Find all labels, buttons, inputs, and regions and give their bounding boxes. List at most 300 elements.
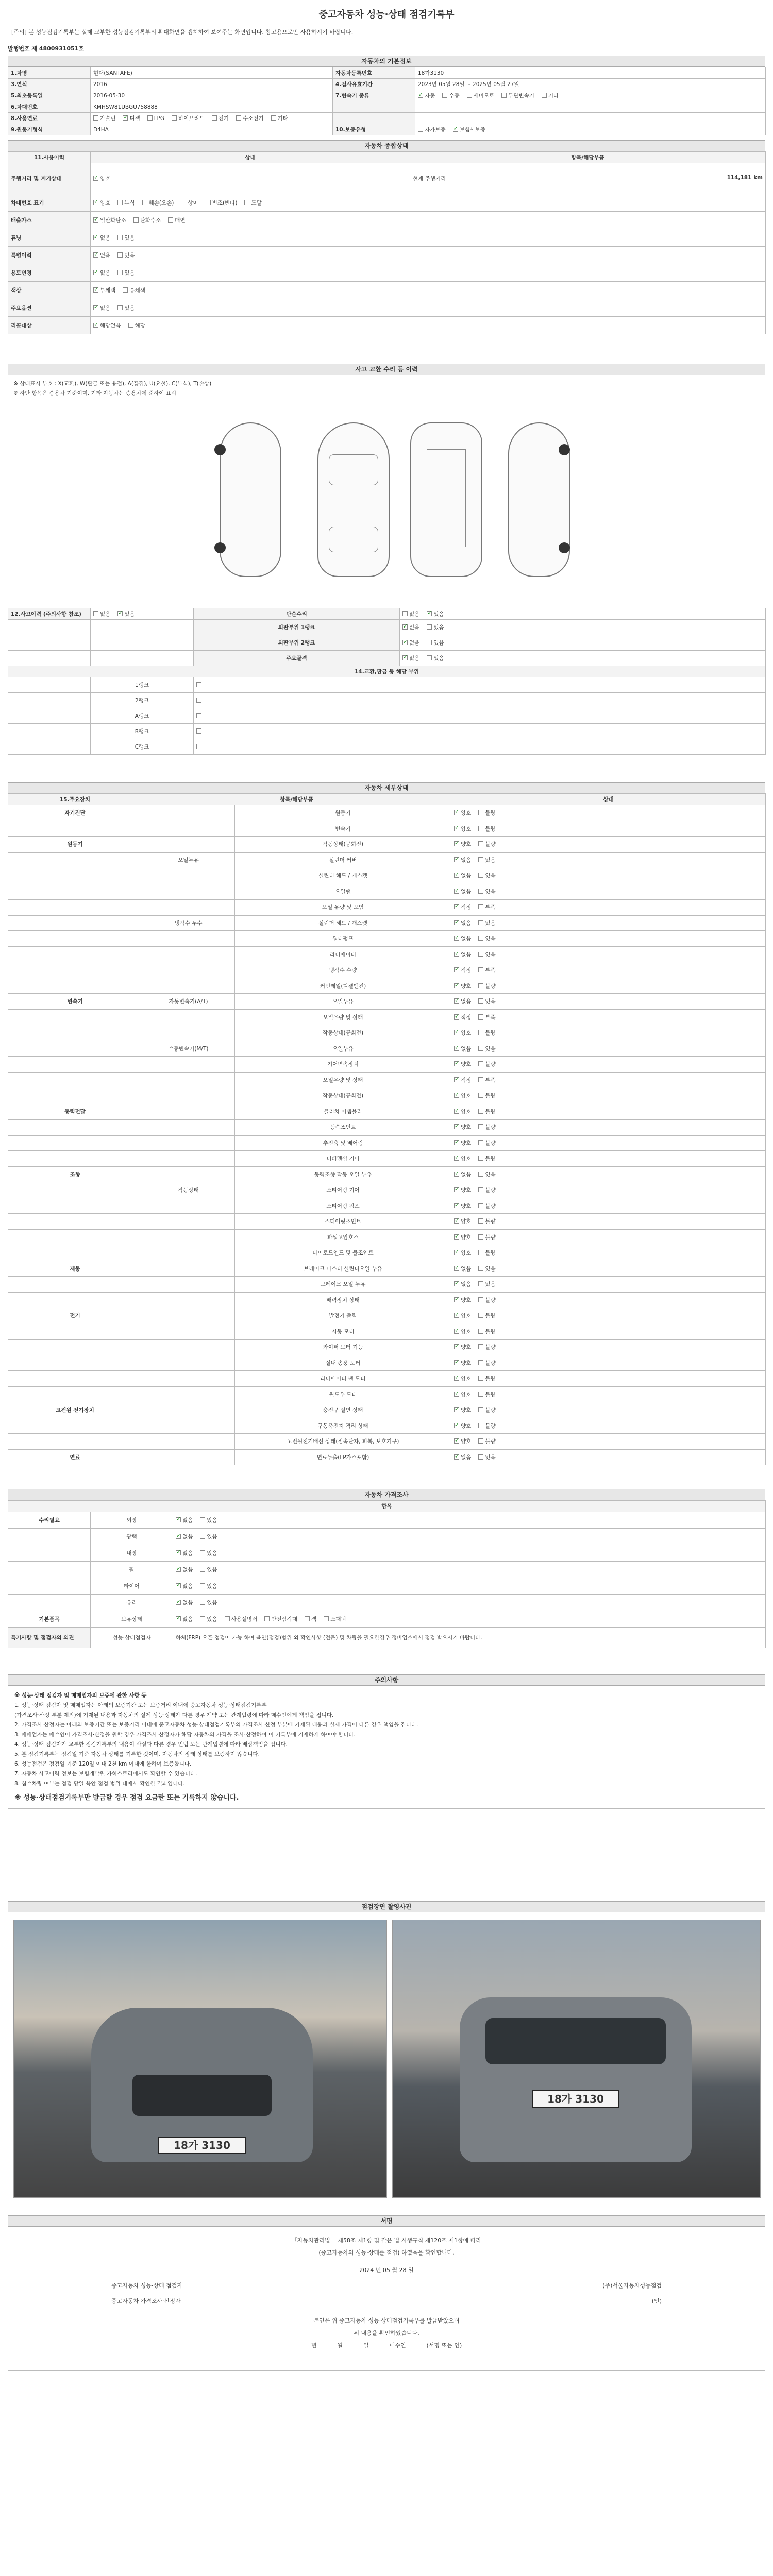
detail-group	[8, 1025, 142, 1041]
checkbox-label: 양호	[461, 1313, 472, 1319]
checkbox-label: 없음	[461, 1281, 472, 1288]
detail-sub	[142, 821, 235, 837]
checkbox-icon	[402, 611, 408, 616]
price-head: 항목	[8, 1501, 766, 1512]
detail-item: 변속기	[235, 821, 451, 837]
checkbox-label: 양호	[461, 982, 472, 989]
detail-table	[8, 793, 766, 1465]
detail-group	[8, 1418, 142, 1434]
checkbox-icon	[93, 200, 98, 205]
detail-sub	[142, 1009, 235, 1025]
checkbox-icon	[427, 611, 432, 616]
caution-line: 7. 자동차 사고이력 정보는 보험개발원 카히스토리에서도 확인할 수 있습니다.	[14, 1771, 197, 1777]
checkbox-label: 없음	[100, 611, 111, 617]
detail-state-bad	[478, 1171, 495, 1178]
detail-state-bad	[478, 919, 495, 927]
damage-rank-label: 주요골격	[194, 651, 400, 666]
price-option	[176, 1566, 193, 1573]
checkbox-icon	[454, 810, 459, 815]
basic-value: 2016	[91, 79, 333, 90]
basic-info-table	[8, 67, 766, 135]
checkbox-label: 없음	[409, 655, 420, 662]
checkbox-icon	[427, 640, 432, 645]
checkbox-icon	[181, 200, 186, 205]
rank-label: 2랭크	[91, 693, 194, 708]
basic-label-2	[333, 113, 415, 124]
checkbox-icon	[244, 200, 249, 205]
checkbox-icon	[454, 1156, 459, 1161]
detail-state-bad	[478, 1060, 495, 1068]
detail-item: 브레이크 오일 누유	[235, 1277, 451, 1293]
price-group	[8, 1545, 91, 1562]
general-option	[181, 199, 198, 207]
checkbox-icon	[200, 1616, 205, 1621]
checkbox-label: 상이	[188, 200, 198, 206]
detail-group	[8, 1324, 142, 1340]
price-item: 내장	[91, 1545, 173, 1562]
rank-label: A랭크	[91, 708, 194, 724]
transmission-option	[467, 92, 495, 99]
detail-row	[8, 1057, 766, 1073]
detail-row	[8, 1182, 766, 1198]
detail-row	[8, 1340, 766, 1355]
detail-group: 조향	[8, 1166, 142, 1182]
basic-label: 1.차명	[8, 67, 91, 79]
general-option	[117, 234, 135, 242]
checkbox-label: 해당없음	[100, 323, 121, 329]
checkbox-icon	[454, 1172, 459, 1177]
detail-sub	[142, 1229, 235, 1245]
checkbox-icon	[206, 200, 211, 205]
checkbox-label: 양호	[461, 1250, 472, 1257]
checkbox-label: 없음	[409, 611, 420, 617]
basic-value-2	[415, 113, 766, 124]
damage-legend-2: ※ 하단 항목은 승용차 기준이며, 기타 자동차는 승용차에 준하여 표시	[13, 390, 177, 396]
detail-sub: 수동변속기(M/T)	[142, 1041, 235, 1057]
basic-value: 2016-05-30	[91, 90, 333, 101]
checkbox-icon	[264, 1616, 270, 1621]
detail-state-ok	[454, 1123, 471, 1131]
price-item: 휠	[91, 1562, 173, 1578]
general-label: 튜닝	[8, 229, 91, 247]
detail-item: 윈도우 모터	[235, 1386, 451, 1402]
checkbox-label: 불량	[485, 810, 496, 817]
checkbox-label: 있음	[207, 1567, 217, 1573]
general-option	[244, 199, 261, 207]
price-option	[200, 1549, 217, 1557]
checkbox-icon	[478, 1266, 483, 1271]
checkbox-icon	[478, 904, 483, 909]
checkbox-icon	[478, 1109, 483, 1114]
detail-head-2: 항목/해당부품	[142, 794, 451, 805]
detail-state-ok	[454, 1453, 471, 1461]
detail-row	[8, 1449, 766, 1465]
checkbox-icon	[93, 270, 98, 275]
checkbox-label: 불량	[485, 1124, 496, 1131]
price-group: 기본품목	[8, 1611, 91, 1628]
detail-item: 추진축 및 베어링	[235, 1135, 451, 1151]
detail-row	[8, 1355, 766, 1371]
buyer-col: 월	[337, 2342, 343, 2349]
detail-state-bad	[478, 1233, 495, 1241]
basic-value-2	[415, 124, 766, 135]
detail-state-bad	[478, 809, 495, 817]
detail-group	[8, 1072, 142, 1088]
checkbox-label: 보험사보증	[459, 127, 486, 133]
detail-state-ok	[454, 1045, 471, 1053]
checkbox-icon	[478, 1061, 483, 1066]
detail-sub	[142, 1025, 235, 1041]
detail-group	[8, 900, 142, 916]
detail-state-bad	[478, 1155, 495, 1162]
checkbox-label: 양호	[461, 1328, 472, 1335]
detail-state-ok	[454, 935, 471, 942]
checkbox-label: 없음	[182, 1517, 193, 1523]
detail-state-ok	[454, 1328, 471, 1335]
checkbox-icon	[271, 115, 276, 121]
car-left-view	[220, 422, 281, 577]
photos-section	[8, 1901, 765, 2206]
sign-date: 2024 년 05 월 28 일	[359, 2267, 414, 2274]
general-option	[93, 216, 126, 224]
detail-state-bad	[478, 1249, 495, 1257]
detail-row	[8, 1229, 766, 1245]
checkbox-icon	[200, 1567, 205, 1572]
checkbox-label: 불량	[485, 1108, 496, 1115]
general-row	[8, 264, 766, 282]
checkbox-label: 부족	[485, 967, 496, 974]
checkbox-label: 양호	[461, 1391, 472, 1398]
checkbox-label: 일산화탄소	[100, 217, 126, 224]
checkbox-icon	[501, 93, 507, 98]
detail-state-bad	[478, 1265, 495, 1273]
general-row	[8, 282, 766, 299]
sign-line-1: 「자동차관리법」 제58조 제1항 및 같은 법 시행규칙 제120조 제1항에 따라	[291, 2237, 482, 2244]
detail-sub	[142, 1355, 235, 1371]
detail-state-ok	[454, 1375, 471, 1382]
checkbox-icon	[454, 998, 459, 1004]
detail-title: 자동차 세부상태	[8, 782, 765, 793]
opinion-label: 특기사항 및 점검자의 의견	[8, 1628, 91, 1648]
checkbox-icon	[454, 1140, 459, 1145]
detail-state-ok	[454, 1233, 471, 1241]
checkbox-icon	[176, 1567, 181, 1572]
checkbox-label: 불량	[485, 1218, 496, 1225]
detail-sub	[142, 978, 235, 994]
checkbox-label: 양호	[461, 1140, 472, 1146]
checkbox-icon	[454, 1360, 459, 1365]
detail-sub	[142, 1057, 235, 1073]
detail-sub	[142, 946, 235, 962]
checkbox-icon	[454, 904, 459, 909]
price-item: 외장	[91, 1512, 173, 1529]
detail-group	[8, 1135, 142, 1151]
checkbox-icon	[478, 1250, 483, 1255]
detail-sub	[142, 1214, 235, 1230]
checkbox-icon	[478, 1423, 483, 1428]
detail-row	[8, 1418, 766, 1434]
checkbox-label: 매연	[175, 217, 186, 224]
detail-item: 타이로드엔드 및 볼조인트	[235, 1245, 451, 1261]
basic-label: 9.원동기형식	[8, 124, 91, 135]
fuel-option	[123, 114, 140, 122]
checkbox-icon	[133, 217, 139, 223]
detail-row	[8, 1104, 766, 1120]
detail-sub	[142, 1418, 235, 1434]
mileage-label: 주행거리 및 계기상태	[8, 163, 91, 194]
detail-state-bad	[478, 1280, 495, 1288]
detail-item: 등속조인트	[235, 1120, 451, 1136]
checkbox-label: 양호	[461, 1234, 472, 1241]
transmission-option	[418, 92, 435, 99]
detail-state-ok	[454, 1249, 471, 1257]
detail-group	[8, 821, 142, 837]
detail-state-ok	[454, 1265, 471, 1273]
general-label: 주요옵션	[8, 299, 91, 317]
detail-item: 실내 송풍 모터	[235, 1355, 451, 1371]
checkbox-icon	[454, 1187, 459, 1192]
checkbox-icon	[427, 655, 432, 660]
warranty-option	[453, 126, 486, 133]
checkbox-label: 있음	[485, 1045, 496, 1052]
detail-state-ok	[454, 1437, 471, 1445]
checkbox-icon	[478, 1344, 483, 1349]
checkbox-label: 해당	[135, 323, 145, 329]
basic-value: 현대(SANTAFE)	[91, 67, 333, 79]
detail-group: 자기진단	[8, 805, 142, 821]
checkbox-icon	[196, 744, 201, 749]
detail-sub	[142, 931, 235, 947]
price-group	[8, 1529, 91, 1545]
buyer-col: 매수인	[389, 2342, 406, 2349]
checkbox-icon	[478, 1046, 483, 1051]
checkbox-icon	[147, 115, 153, 121]
mileage-ok	[93, 175, 110, 182]
checkbox-icon	[454, 1250, 459, 1255]
detail-group	[8, 1245, 142, 1261]
damage-section	[8, 364, 765, 755]
detail-state-ok	[454, 982, 471, 990]
checkbox-icon	[478, 936, 483, 941]
detail-item: 스티어링 기어	[235, 1182, 451, 1198]
checkbox-icon	[454, 873, 459, 878]
caution-title: 주의사항	[8, 1674, 765, 1686]
detail-item: 오일팬	[235, 884, 451, 900]
rank-label: 1랭크	[91, 677, 194, 693]
checkbox-icon	[478, 1124, 483, 1129]
checkbox-icon	[454, 1218, 459, 1224]
detail-row	[8, 1025, 766, 1041]
checkbox-icon	[454, 1344, 459, 1349]
detail-item: 스티어링 펌프	[235, 1198, 451, 1214]
checkbox-label: 불량	[485, 1202, 496, 1209]
checkbox-icon	[200, 1517, 205, 1522]
checkbox-icon	[478, 873, 483, 878]
checkbox-icon	[324, 1616, 329, 1621]
caution-line: 3. 매매업자는 매수인이 가격조사·산정을 원할 경우 가격조사·산정자가 해당 자동차의 가격을 조사·산정하여 이 기록부에 기재하게 하여야 합니다.	[14, 1732, 356, 1738]
detail-group	[8, 1182, 142, 1198]
price-item: 유리	[91, 1595, 173, 1611]
checkbox-icon	[454, 1329, 459, 1334]
caution-section	[8, 1674, 765, 1809]
detail-state-ok	[454, 997, 471, 1005]
detail-sub	[142, 868, 235, 884]
detail-item: 기어변속장치	[235, 1057, 451, 1073]
general-row	[8, 229, 766, 247]
checkbox-label: 없음	[461, 936, 472, 942]
price-group	[8, 1595, 91, 1611]
detail-state-bad	[478, 1296, 495, 1304]
caution-line: (가격조사·산정 부분 제외)에 기재된 내용과 자동차의 실제 성능·상태가 다른 경우 계약 또는 관계법령에 따라 매수인에게 책임을 집니다.	[14, 1712, 334, 1718]
checkbox-label: 양호	[461, 1438, 472, 1445]
detail-row	[8, 1072, 766, 1088]
checkbox-label: 양호	[461, 1124, 472, 1131]
accident-option	[117, 610, 135, 618]
detail-state-bad	[478, 856, 495, 864]
detail-row	[8, 1292, 766, 1308]
detail-group	[8, 1198, 142, 1214]
checkbox-label: 없음	[461, 857, 472, 863]
detail-item: 작동상태(공회전)	[235, 837, 451, 853]
general-option	[117, 304, 135, 312]
warranty-option	[418, 126, 446, 133]
detail-row	[8, 852, 766, 868]
checkbox-label: 있음	[124, 611, 135, 617]
page-title: 중고자동차 성능·상태 점검기록부	[318, 9, 455, 20]
detail-sub	[142, 1324, 235, 1340]
checkbox-label: 도말	[251, 200, 262, 206]
checkbox-label: 변조(변타)	[212, 200, 238, 206]
general-option	[117, 269, 135, 277]
checkbox-label: 있음	[485, 1454, 496, 1461]
detail-item: 라디에이터	[235, 946, 451, 962]
detail-state-ok	[454, 1312, 471, 1319]
photo-rear-plate: 18가 3130	[532, 2090, 619, 2108]
detail-item: 브레이크 마스터 실린더오일 누유	[235, 1261, 451, 1277]
detail-row	[8, 1120, 766, 1136]
checkbox-icon	[123, 115, 128, 121]
checkbox-label: 탄화수소	[140, 217, 161, 224]
detail-sub	[142, 1166, 235, 1182]
checkbox-label: 있음	[485, 951, 496, 958]
general-row	[8, 247, 766, 264]
detail-state-ok	[454, 1202, 471, 1210]
detail-state-ok	[454, 888, 471, 895]
checkbox-icon	[117, 270, 123, 275]
damage-rank-label: 외판부위 2랭크	[194, 635, 400, 651]
checkbox-label: 없음	[100, 270, 111, 276]
detail-row	[8, 805, 766, 821]
detail-state-ok	[454, 872, 471, 879]
checkbox-icon	[196, 682, 201, 687]
checkbox-icon	[176, 1616, 181, 1621]
detail-item: 라디에이터 팬 모터	[235, 1371, 451, 1387]
rank-check	[196, 744, 203, 750]
price-section	[8, 1489, 765, 1648]
checkbox-label: 있음	[485, 998, 496, 1005]
checkbox-label: 불량	[485, 1344, 496, 1351]
detail-sub	[142, 900, 235, 916]
basic-label-2: 7.변속기 종류	[333, 90, 415, 101]
rank-label: B랭크	[91, 724, 194, 739]
checkbox-icon	[478, 889, 483, 894]
detail-sub	[142, 1261, 235, 1277]
checkbox-icon	[478, 1140, 483, 1145]
detail-section	[8, 782, 765, 1465]
price-option	[200, 1516, 217, 1524]
checkbox-label: 잭	[311, 1616, 317, 1622]
detail-group	[8, 884, 142, 900]
checkbox-icon	[454, 1234, 459, 1240]
detail-row	[8, 1308, 766, 1324]
detail-sub: 오일누유	[142, 852, 235, 868]
detail-row	[8, 1166, 766, 1182]
checkbox-icon	[454, 1014, 459, 1020]
detail-item: 오일유량 및 상태	[235, 1072, 451, 1088]
general-option	[123, 286, 145, 294]
checkbox-label: 있음	[485, 920, 496, 926]
checkbox-label: 불량	[485, 1313, 496, 1319]
detail-item: 오일 유량 및 오염	[235, 900, 451, 916]
basic-row	[8, 79, 766, 90]
checkbox-icon	[454, 1297, 459, 1302]
detail-row	[8, 1371, 766, 1387]
detail-state-bad	[478, 1453, 495, 1461]
detail-row	[8, 994, 766, 1010]
general-option	[93, 304, 110, 312]
rank-check	[196, 698, 203, 704]
basic-label-2: 4.검사유효기간	[333, 79, 415, 90]
checkbox-icon	[117, 305, 123, 310]
basic-label-2: 10.보증유형	[333, 124, 415, 135]
checkbox-label: 있음	[207, 1616, 217, 1622]
opinion-sub: 성능·상태점검자	[91, 1628, 173, 1648]
detail-group: 고전원 전기장치	[8, 1402, 142, 1418]
checkbox-icon	[478, 857, 483, 862]
transmission-option	[542, 92, 559, 99]
price-option	[264, 1615, 297, 1623]
detail-group	[8, 1057, 142, 1073]
basic-value-2	[415, 101, 766, 113]
general-option	[206, 199, 238, 207]
checkbox-icon	[196, 713, 201, 718]
checkbox-label: 양호	[461, 1030, 472, 1037]
detail-state-ok	[454, 825, 471, 833]
detail-item: 와이퍼 모터 기능	[235, 1340, 451, 1355]
damage-rank-option	[427, 623, 444, 631]
transmission-option	[501, 92, 534, 99]
detail-sub	[142, 805, 235, 821]
detail-state-bad	[478, 1375, 495, 1382]
detail-item: 클러치 어셈블리	[235, 1104, 451, 1120]
checkbox-icon	[176, 1534, 181, 1539]
price-option	[176, 1533, 193, 1540]
checkbox-label: 양호	[461, 1407, 472, 1414]
checkbox-icon	[542, 93, 547, 98]
detail-row	[8, 1386, 766, 1402]
checkbox-label: 있음	[485, 1265, 496, 1272]
checkbox-label: 디젤	[129, 115, 140, 122]
checkbox-label: 훼손(오손)	[148, 200, 174, 206]
checkbox-icon	[402, 624, 408, 630]
detail-state-ok	[454, 1155, 471, 1162]
checkbox-label: 부족	[485, 1014, 496, 1021]
checkbox-label: 없음	[182, 1550, 193, 1556]
general-row	[8, 194, 766, 212]
detail-group	[8, 1292, 142, 1308]
checkbox-label: 불량	[485, 1030, 496, 1037]
checkbox-icon	[200, 1550, 205, 1555]
